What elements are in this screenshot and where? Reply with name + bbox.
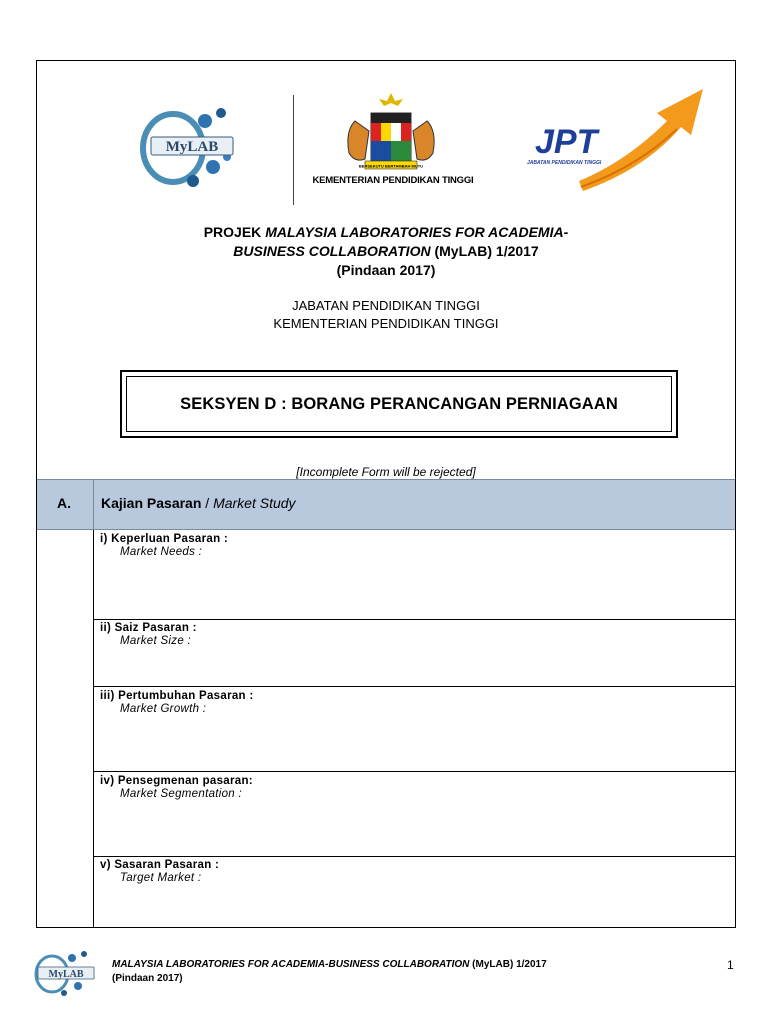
footer-italic: MALAYSIA LABORATORIES FOR ACADEMIA-BUSINESS COLLABORATION [112,959,470,970]
field-market-size[interactable] [100,622,197,648]
footer-mylab-logo-text: MyLAB [48,969,84,980]
field-label-en: Market Growth : [120,703,207,715]
field-target-market[interactable] [100,859,219,885]
title-revision: (Pindaan 2017) [336,262,436,278]
part-heading [101,495,296,511]
left-column-divider [93,530,94,928]
part-heading-en: Market Study [213,495,296,511]
incomplete-form-note: [Incomplete Form will be rejected] [296,465,476,479]
footer-revision: (Pindaan 2017) [112,973,183,984]
section-heading: SEKSYEN D : BORANG PERANCANGAN PERNIAGAAN [126,376,672,432]
field-market-growth[interactable] [100,690,254,716]
field-label-en: Market Needs : [120,546,203,558]
field-label-bm: ii) Saiz Pasaran : [100,622,197,634]
title-italic-1: MALAYSIA LABORATORIES FOR ACADEMIA- [265,224,569,240]
title-suffix: (MyLAB) 1/2017 [430,243,539,259]
row-divider [93,771,735,772]
part-heading-bm: Kajian Pasaran [101,495,202,511]
field-label-bm: v) Sasaran Pasaran : [100,859,220,871]
row-divider [93,856,735,857]
title-prefix: PROJEK [203,224,266,240]
coat-of-arms-emblem [335,91,447,173]
field-label-en: Target Market : [120,872,202,884]
row-divider [93,619,735,620]
jpt-caption: JABATAN PENDIDIKAN TINGGI [527,160,602,166]
form-page-frame [36,60,736,928]
project-title [37,223,735,280]
department-line2: KEMENTERIAN PENDIDIKAN TINGGI [273,316,499,331]
footer-suffix: (MyLAB) 1/2017 [469,959,547,970]
coat-of-arms-motto: BERSEKUTU BERTAMBAH MUTU [358,163,424,169]
page-number: 1 [727,958,734,972]
part-heading-separator: / [201,495,214,511]
mylab-logo-text: MyLAB [165,139,219,155]
logo-divider [293,95,294,205]
part-letter: A. [57,495,71,511]
part-a-header [37,479,735,530]
field-label-bm: i) Keperluan Pasaran : [100,533,229,545]
title-italic-2: BUSINESS COLLABORATION [233,243,431,259]
footer-caption [112,958,547,986]
jpt-logo-text: JPT [535,123,598,161]
field-label-bm: iii) Pertumbuhan Pasaran : [100,690,254,702]
field-market-needs[interactable] [100,533,228,559]
department-block [37,297,735,333]
footer-mylab-logo [30,948,102,998]
field-label-en: Market Size : [120,635,192,647]
field-label-bm: iv) Pensegmenan pasaran: [100,775,253,787]
band-divider [93,480,94,529]
department-line1: JABATAN PENDIDIKAN TINGGI [292,298,480,313]
jpt-logo [517,81,717,193]
field-market-segmentation[interactable] [100,775,253,801]
ministry-caption: KEMENTERIAN PENDIDIKAN TINGGI [312,175,474,186]
mylab-logo [133,103,258,193]
field-label-en: Market Segmentation : [120,788,242,800]
section-heading-box [120,370,678,438]
row-divider [93,686,735,687]
